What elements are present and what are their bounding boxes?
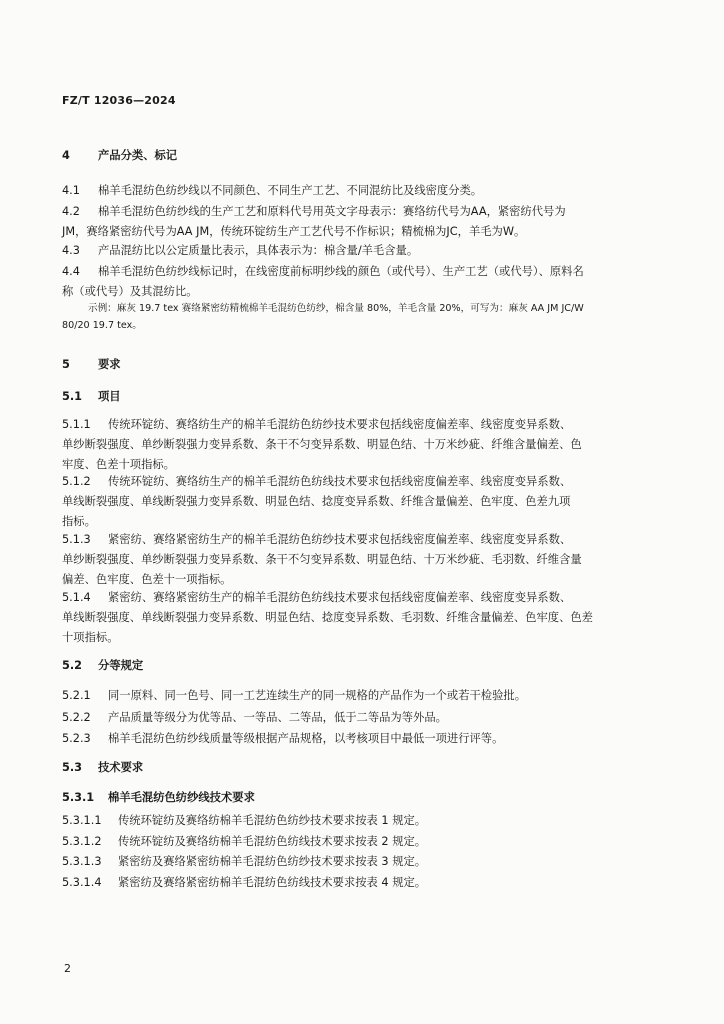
section-5-1-heading: 5.1 项目 <box>62 390 121 403</box>
clause-5-3-1-1: 5.3.1.1 传统环锭纺及赛络纺棉羊毛混纺色纺纱技术要求按表 1 规定。 <box>62 814 427 827</box>
clause-5-3-1-4: 5.3.1.4 紧密纺及赛络紧密纺棉羊毛混纺色纺线技术要求按表 4 规定。 <box>62 876 427 889</box>
clause-5-3-1-3: 5.3.1.3 紧密纺及赛络紧密纺棉羊毛混纺色纺纱技术要求按表 3 规定。 <box>62 855 427 868</box>
clause-5-2-3: 5.2.3 棉羊毛混纺色纺纱线质量等级根据产品规格，以考核项目中最低一项进行评等。 <box>62 732 504 745</box>
section-5-heading: 5 要求 <box>62 358 121 371</box>
clause-4-2: 4.2 棉羊毛混纺色纺纱线的生产工艺和原料代号用英文字母表示：赛络纺代号为AA，紧密纺代号为 JM，赛络紧密纺代号为AA JM，传统环锭纺生产工艺代号不作标识；精梳棉为JC，羊毛为W。 <box>62 205 566 238</box>
standard-number: FZ/T 12036—2024 <box>62 94 176 107</box>
clause-4-4: 4.4 棉羊毛混纺色纺纱线标记时，在线密度前标明纱线的颜色（或代号）、生产工艺（或代号）、原料名 称（或代号）及其混纺比。 <box>62 265 584 298</box>
section-5-3-1-heading: 5.3.1 棉羊毛混纺色纺纱线技术要求 <box>62 791 255 804</box>
clause-5-2-2: 5.2.2 产品质量等级分为优等品、一等品、二等品，低于二等品为等外品。 <box>62 711 447 724</box>
section-5-2-heading: 5.2 分等规定 <box>62 659 144 672</box>
marking-example: 示例：麻灰 19.7 tex 赛络紧密纺精梳棉羊毛混纺色纺纱，棉含量 80%，羊毛含量 20%，可写为：麻灰 AA JM JC/W 80/20 19.7 tex。 <box>62 303 584 331</box>
clause-4-1: 4.1 棉羊毛混纺色纺纱线以不同颜色、不同生产工艺、不同混纺比及线密度分类。 <box>62 184 483 197</box>
clause-5-3-1-2: 5.3.1.2 传统环锭纺及赛络纺棉羊毛混纺色纺线技术要求按表 2 规定。 <box>62 835 427 848</box>
section-5-3-heading: 5.3 技术要求 <box>62 761 144 774</box>
clause-5-1-4: 5.1.4 紧密纺、赛络紧密纺生产的棉羊毛混纺色纺线技术要求包括线密度偏差率、线密度变异系数、 单线断裂强度、单线断裂强力变异系数、明显色结、捻度变异系数、毛羽数、纤维含量偏差、色牢度、色差 十项指标。 <box>62 591 593 644</box>
clause-5-1-1: 5.1.1 传统环锭纺、赛络纺生产的棉羊毛混纺色纺纱技术要求包括线密度偏差率、线密度变异系数、 单纱断裂强度、单纱断裂强力变异系数、条干不匀变异系数、明显色结、十万米纱疵、纤维含量偏差、色 牢度、色差十项指标。 <box>62 418 582 471</box>
clause-4-3: 4.3 产品混纺比以公定质量比表示，具体表示为：棉含量/羊毛含量。 <box>62 244 419 257</box>
clause-5-1-3: 5.1.3 紧密纺、赛络紧密纺生产的棉羊毛混纺色纺纱技术要求包括线密度偏差率、线密度变异系数、 单纱断裂强度、单纱断裂强力变异系数、条干不匀变异系数、明显色结、十万米纱疵、毛羽数、纤维含量 偏差、色牢度、色差十一项指标。 <box>62 533 582 586</box>
page-number: 2 <box>64 962 71 975</box>
section-4-heading: 4 产品分类、标记 <box>62 149 178 162</box>
clause-5-2-1: 5.2.1 同一原料、同一色号、同一工艺连续生产的同一规格的产品作为一个或若干检验批。 <box>62 689 526 702</box>
clause-5-1-2: 5.1.2 传统环锭纺、赛络纺生产的棉羊毛混纺色纺线技术要求包括线密度偏差率、线密度变异系数、 单线断裂强度、单线断裂强力变异系数、明显色结、捻度变异系数、纤维含量偏差、色牢度、色差九项 指标。 <box>62 475 572 528</box>
